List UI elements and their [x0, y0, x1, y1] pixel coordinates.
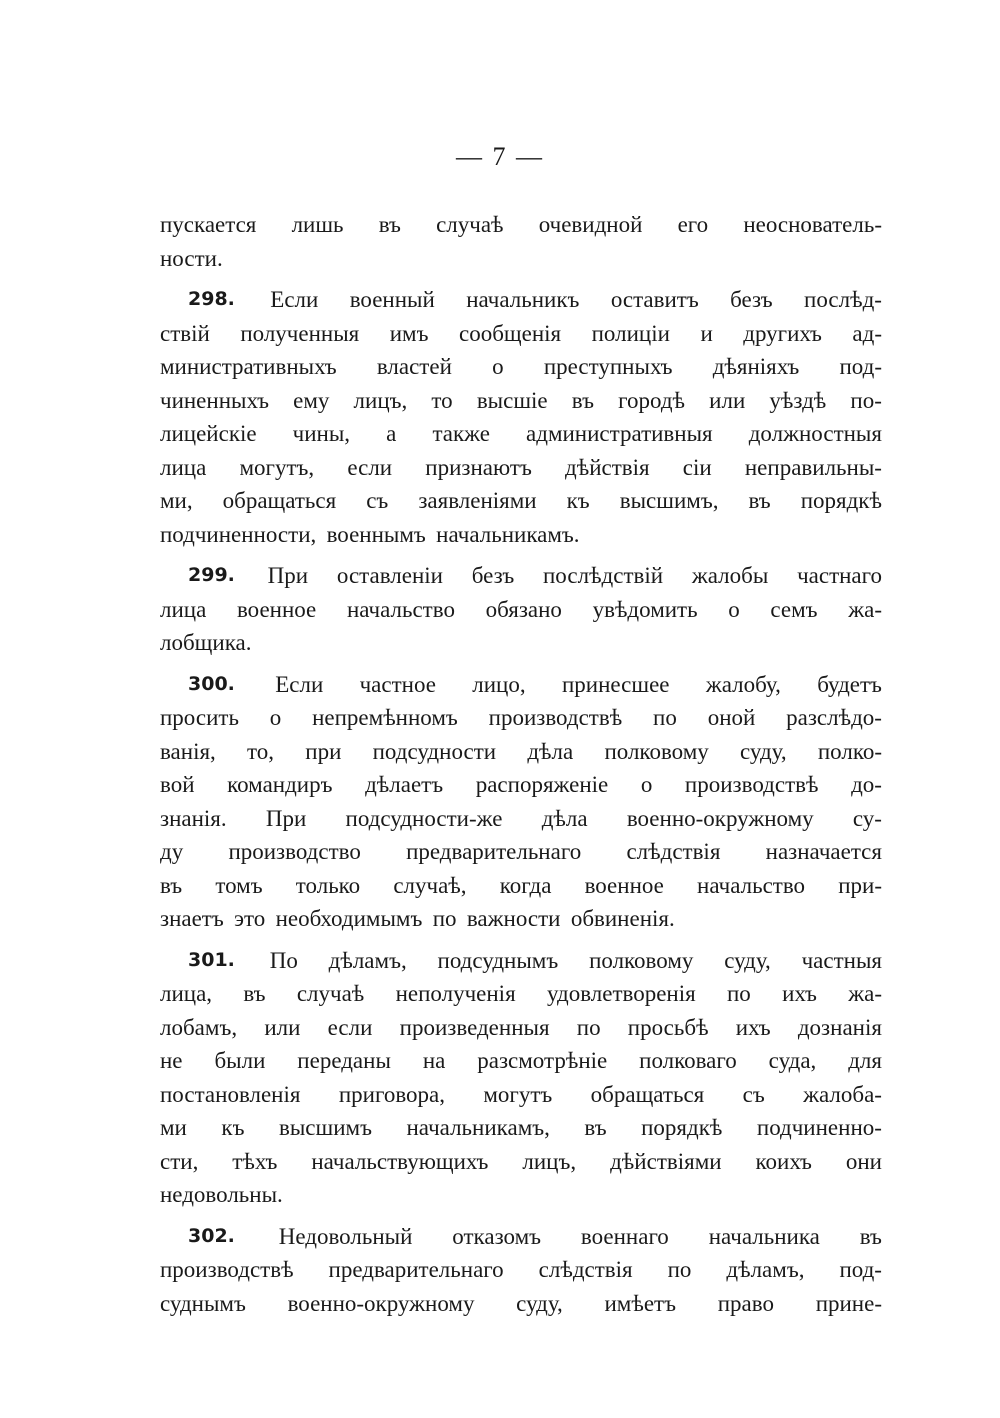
word: суднымъ	[160, 1290, 246, 1316]
word: начальника	[708, 1223, 820, 1249]
word: когда	[499, 872, 552, 898]
word: въ	[748, 488, 771, 513]
word: подчиненно-	[756, 1115, 882, 1140]
word: признаютъ	[425, 454, 532, 480]
word: также	[432, 421, 490, 446]
word: подсудности	[372, 738, 497, 764]
word: предварительнаго	[328, 1257, 504, 1282]
word: для	[848, 1048, 882, 1073]
paragraph-gap	[160, 660, 882, 668]
word: обращаться	[222, 488, 337, 513]
word: ванія,	[160, 738, 216, 764]
word: лобамъ,	[160, 1014, 238, 1040]
word: дознанія	[797, 1014, 882, 1040]
word: просить	[160, 705, 239, 730]
body-text	[160, 208, 882, 1320]
word: дѣяніяхъ	[712, 354, 800, 379]
word: въ	[859, 1223, 882, 1249]
word: сіи	[682, 454, 712, 480]
page-number: — 7 —	[456, 142, 544, 171]
text-line	[160, 1253, 882, 1287]
word: коихъ	[755, 1148, 812, 1174]
word: Если	[270, 287, 319, 312]
text-line	[160, 902, 882, 936]
word: по	[727, 981, 751, 1006]
word: обязано	[485, 596, 562, 622]
text-line	[160, 451, 882, 485]
word: въ	[160, 872, 183, 898]
word: неоснователь-	[743, 212, 882, 237]
word: будетъ	[817, 671, 882, 697]
text-line	[160, 1078, 882, 1112]
word: лицъ,	[353, 387, 408, 413]
word: о	[492, 354, 504, 379]
word: они	[845, 1148, 882, 1174]
word: жалобы	[691, 563, 769, 588]
word: случаѣ	[296, 981, 365, 1006]
word: то	[431, 387, 453, 413]
word: только	[295, 872, 361, 898]
paragraph-p299	[160, 559, 882, 660]
word: начальникамъ.	[436, 521, 580, 547]
word: имъ	[389, 320, 429, 346]
text-line	[160, 1145, 882, 1179]
word: министративныхъ	[160, 354, 337, 379]
word: военнымъ	[326, 521, 426, 547]
text-line	[160, 283, 882, 317]
word: военнаго	[580, 1223, 669, 1249]
word: предварительнаго	[406, 839, 582, 864]
word: высшимъ	[278, 1115, 372, 1140]
word: распоряженіе	[475, 772, 609, 797]
word: под-	[839, 1257, 882, 1282]
word: под-	[839, 354, 882, 379]
word: заявленіями	[418, 488, 537, 513]
word: порядкѣ	[641, 1115, 723, 1140]
word: это	[234, 906, 266, 931]
word: то,	[247, 738, 275, 764]
word: разсмотрѣніе	[477, 1048, 608, 1073]
word: должностныя	[748, 421, 882, 446]
word: лица,	[160, 981, 213, 1006]
word: По	[269, 947, 298, 973]
word: важности	[466, 906, 561, 931]
paragraph-p298	[160, 283, 882, 551]
word: суда,	[768, 1048, 817, 1073]
word: знанія.	[160, 805, 227, 831]
word: могутъ	[483, 1081, 553, 1107]
word: тѣхъ	[232, 1148, 278, 1174]
word: пускается	[160, 212, 257, 237]
word: су-	[852, 805, 882, 831]
word: порядкѣ	[800, 488, 882, 513]
word: въ	[243, 981, 266, 1006]
word: право	[717, 1290, 774, 1316]
word: дѣла	[541, 805, 588, 831]
word: на	[422, 1048, 446, 1073]
word: послѣд-	[804, 287, 882, 312]
word: полковому	[589, 947, 694, 973]
word: по-	[850, 387, 882, 413]
word: вой	[160, 772, 195, 797]
word: оной	[707, 705, 756, 730]
word: увѣдомить	[592, 596, 698, 622]
word: военный	[349, 287, 435, 312]
word: ихъ	[735, 1014, 771, 1040]
word: ми	[160, 1115, 187, 1140]
article-number: 301.	[188, 948, 235, 971]
word: просьбѣ	[627, 1014, 709, 1040]
paragraph-p302	[160, 1220, 882, 1321]
text-line	[160, 484, 882, 518]
text-line	[160, 1220, 882, 1254]
word: суду,	[740, 738, 787, 764]
word: дѣлаетъ	[365, 772, 444, 797]
paragraph-gap	[160, 551, 882, 559]
word: дѣламъ,	[328, 947, 407, 973]
word: разслѣдо-	[786, 705, 882, 730]
word: въ	[571, 387, 594, 413]
word: жа-	[848, 981, 882, 1006]
word: ихъ	[782, 981, 817, 1006]
word: если	[347, 454, 393, 480]
word: произведенныя	[399, 1014, 550, 1040]
paragraph-gap	[160, 936, 882, 944]
word: командиръ	[227, 772, 333, 797]
word: дѣла	[527, 738, 574, 764]
text-line	[160, 1287, 882, 1321]
word: послѣдствій	[543, 563, 664, 588]
word: могутъ,	[239, 454, 315, 480]
word: городѣ	[618, 387, 686, 413]
word: необходимымъ	[275, 906, 423, 931]
word: переданы	[297, 1048, 391, 1073]
word: полученныя	[240, 320, 360, 346]
word: производствѣ	[160, 1257, 294, 1282]
word: ми,	[160, 488, 193, 513]
word: отказомъ	[452, 1223, 542, 1249]
word: въ	[584, 1115, 607, 1140]
word: полиціи	[591, 320, 670, 346]
word: полковаго	[639, 1048, 737, 1073]
text-line	[160, 593, 882, 627]
word: производство	[228, 839, 361, 864]
word: подсуднымъ	[437, 947, 559, 973]
word: начальствующихъ	[311, 1148, 489, 1174]
word: оставитъ	[610, 287, 699, 312]
word: о	[728, 596, 740, 622]
article-number: 299.	[188, 564, 235, 586]
text-line	[160, 317, 882, 351]
word: подчиненности,	[160, 521, 317, 547]
word: дѣйствія	[565, 454, 650, 480]
word: военное	[236, 596, 317, 622]
word: были	[214, 1048, 266, 1073]
word: и	[700, 320, 713, 346]
word: о	[269, 705, 282, 730]
text-line	[160, 1111, 882, 1145]
paragraph-p301	[160, 944, 882, 1212]
word: обвиненія.	[570, 906, 675, 931]
article-number: 302.	[188, 1224, 235, 1247]
word: ему	[293, 387, 330, 413]
word: или	[709, 387, 746, 413]
word: Если	[275, 671, 324, 697]
text-line	[160, 869, 882, 903]
word: въ	[378, 212, 401, 237]
word: ад-	[852, 320, 882, 346]
text-line	[160, 944, 882, 978]
word: очевидной	[538, 212, 643, 237]
word: имѣетъ	[604, 1290, 677, 1316]
text-line	[160, 835, 882, 869]
paragraph-gap	[160, 275, 882, 283]
word: полковому	[604, 738, 709, 764]
article-number: 298.	[188, 288, 235, 310]
word: недовольны.	[160, 1182, 283, 1207]
word: При	[267, 563, 309, 588]
word: чиненныхъ	[160, 387, 269, 413]
word: по	[576, 1014, 601, 1040]
text-line	[160, 1044, 882, 1078]
word: суду,	[516, 1290, 563, 1316]
word: по	[653, 705, 677, 730]
text-line	[160, 559, 882, 593]
article-number: 300.	[188, 672, 235, 695]
word: принесшее	[561, 671, 670, 697]
text-line	[160, 735, 882, 769]
word: высшимъ,	[619, 488, 719, 513]
text-line	[160, 1011, 882, 1045]
word: постановленія	[160, 1081, 301, 1107]
word: уѣздѣ	[769, 387, 827, 413]
word: военно-окружному	[287, 1290, 475, 1316]
text-line	[160, 1178, 882, 1212]
word: сообщенія	[459, 320, 562, 346]
word: обращаться	[590, 1081, 705, 1107]
word: лицъ,	[522, 1148, 577, 1174]
word: подсудности-же	[345, 805, 503, 831]
word: непремѣнномъ	[312, 705, 458, 730]
text-line	[160, 384, 882, 418]
text-line	[160, 417, 882, 451]
text-line	[160, 701, 882, 735]
word: частныя	[801, 947, 882, 973]
word: чины,	[292, 421, 351, 446]
word: сти,	[160, 1148, 199, 1174]
word: лишь	[291, 212, 344, 237]
text-line	[160, 626, 882, 660]
word: Недовольный	[278, 1223, 413, 1249]
word: производствѣ	[684, 772, 819, 797]
word: военное	[584, 872, 664, 898]
paragraph-gap	[160, 1212, 882, 1220]
word: слѣдствія	[538, 1257, 633, 1282]
text-line	[160, 208, 882, 242]
word: томъ	[215, 872, 263, 898]
word: а	[386, 421, 397, 446]
word: высшіе	[476, 387, 548, 413]
word: При	[265, 805, 307, 831]
word: къ	[221, 1115, 245, 1140]
word: производствѣ	[488, 705, 623, 730]
word: начальство	[346, 596, 455, 622]
word: прине-	[815, 1290, 882, 1316]
word: частнаго	[797, 563, 882, 588]
word: случаѣ,	[393, 872, 467, 898]
word: назначается	[765, 839, 882, 864]
word: оставленіи	[336, 563, 443, 588]
word: безъ	[471, 563, 515, 588]
word: жа-	[848, 596, 882, 622]
word: жалобу,	[705, 671, 781, 697]
word: его	[677, 212, 709, 237]
word: дѣйствіями	[610, 1148, 722, 1174]
word: неправильны-	[744, 454, 882, 480]
word: ду	[160, 839, 184, 864]
word: военно-окружному	[626, 805, 814, 831]
word: начальникъ	[466, 287, 580, 312]
word: при-	[838, 872, 882, 898]
word: лица	[160, 454, 207, 480]
word: полко-	[817, 738, 882, 764]
word: съ	[366, 488, 389, 513]
word: лицо,	[472, 671, 526, 697]
word: приговора,	[338, 1081, 445, 1107]
text-line	[160, 802, 882, 836]
text-line	[160, 668, 882, 702]
text-line	[160, 242, 882, 276]
word: съ	[742, 1081, 765, 1107]
word: начальникамъ,	[406, 1115, 550, 1140]
word: знаетъ	[160, 906, 224, 931]
word: жалоба-	[803, 1081, 882, 1107]
word: административныя	[526, 421, 713, 446]
word: по	[432, 906, 457, 931]
word: слѣдствія	[626, 839, 721, 864]
word: другихъ	[743, 320, 822, 346]
word: если	[327, 1014, 373, 1040]
word: преступныхъ	[543, 354, 673, 379]
word: по	[667, 1257, 692, 1282]
word: суду,	[724, 947, 771, 973]
word: безъ	[730, 287, 773, 312]
word: лобщика.	[160, 630, 252, 655]
word: начальство	[697, 872, 806, 898]
word: властей	[376, 354, 452, 379]
word: лица	[160, 596, 207, 622]
text-line	[160, 518, 882, 552]
word: не	[160, 1048, 183, 1073]
text-line	[160, 350, 882, 384]
word: дѣламъ,	[726, 1257, 805, 1282]
word: до-	[851, 772, 882, 797]
word: при	[305, 738, 342, 764]
paragraph-p300	[160, 668, 882, 936]
word: частное	[359, 671, 436, 697]
word: къ	[566, 488, 590, 513]
text-line	[160, 768, 882, 802]
paragraph-continuation	[160, 208, 882, 275]
word: случаѣ	[436, 212, 504, 237]
word: лицейскіе	[160, 421, 257, 446]
word: о	[640, 772, 653, 797]
word: или	[264, 1014, 301, 1040]
word: удовлетворенія	[546, 981, 696, 1006]
word: ствій	[160, 320, 210, 346]
word: неполученія	[395, 981, 516, 1006]
word: семъ	[770, 596, 818, 622]
word: ности.	[160, 245, 223, 271]
text-line	[160, 977, 882, 1011]
